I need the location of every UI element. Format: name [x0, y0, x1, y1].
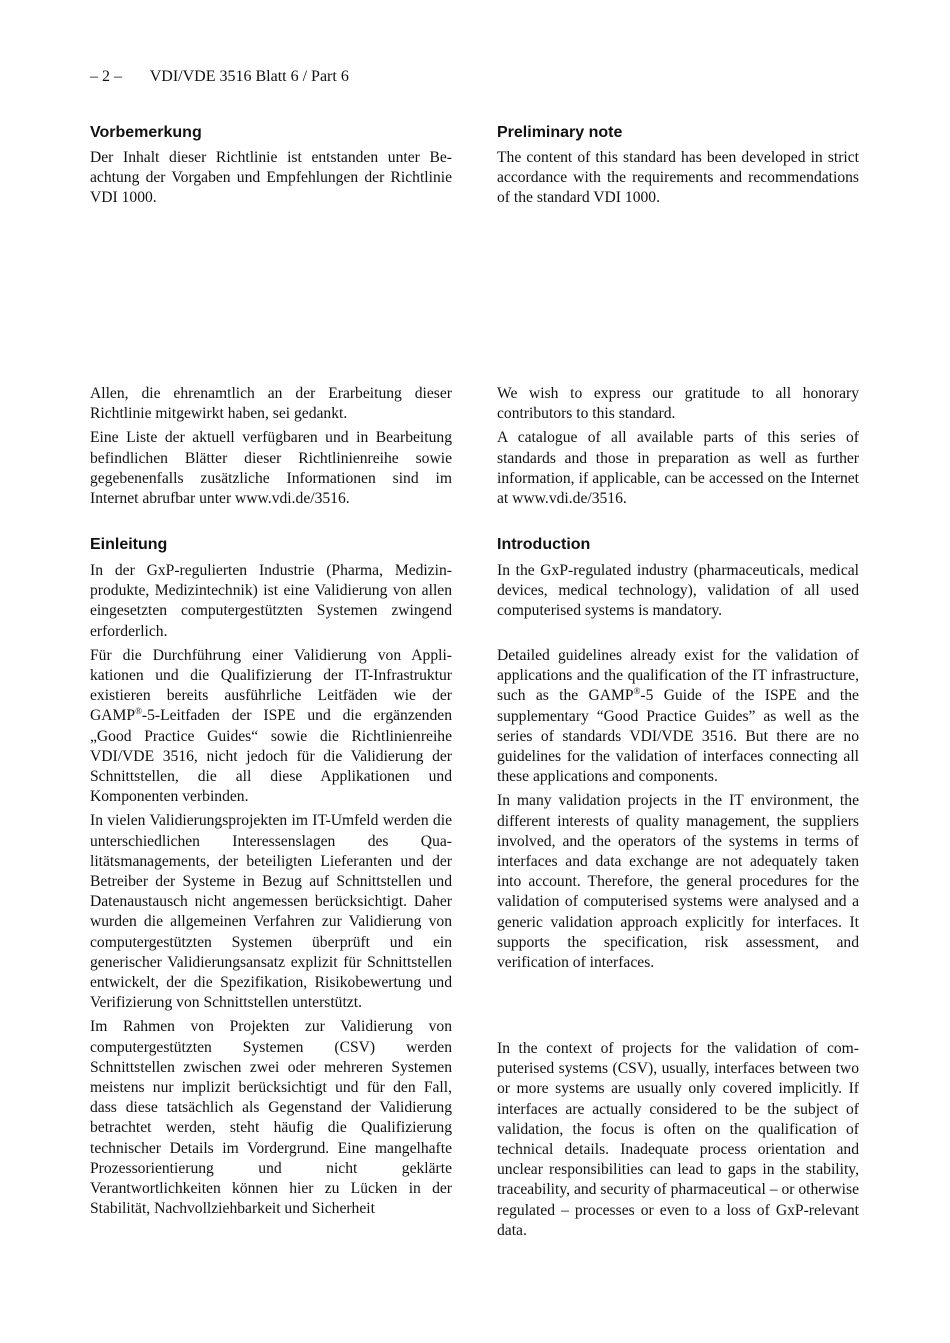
- english-intro-heading: Introduction: [497, 536, 591, 553]
- english-catalogue-paragraph: A catalogue of all available parts of this series of standards and those in preparation as well as further information, if applicable, can be accessed on the Internet at www.vdi.de/3516.: [497, 429, 859, 508]
- english-intro-paragraph-4: In the context of projects for the validation of computerised systems (CSV), usually, interfaces between two or more systems are usually only covered implicitly. If interfaces are actually considered to be the subject of validation, the focus is often on the qualification of technical details. Inadequate process orientation and unclear responsibilities can lead to gaps in the stability, traceability, and security of pharmaceutical – or otherwise regulated – processes or even to a loss of GxP-relevant data.: [497, 1040, 859, 1239]
- document-title: VDI/VDE 3516 Blatt 6 / Part 6: [149, 68, 349, 85]
- english-thanks-paragraph: We wish to express our gratitude to all honorary contributors to this standard.: [497, 385, 859, 423]
- german-intro-paragraph-4: Im Rahmen von Projekten zur Validierung von computergestützten Systemen (CSV) werden Schnittstellen zwischen zwei oder mehreren Systemen meistens nur implizit berücksichtigt und für den Fall, dass diese tatsächlich als Gegenstand der Validierung betrachtet werden, steht häufig die Qualifizierung technischer Details im Vordergrund. Eine mangelhafte Prozessorientierung und nicht geklärte Verantwortlichkeiten können hier zu Lücken in der Stabilität, Nachvollziehbarkeit und Sicherheit: [90, 1018, 452, 1218]
- page-number: – 2 –: [90, 68, 122, 85]
- english-preliminary-heading: Preliminary note: [497, 124, 623, 141]
- german-intro-paragraph-1: In der GxP-regulierten Industrie (Pharma, Medizinprodukte, Medizintechnik) ist eine Validierung von allen eingesetzten computergestützten Systemen zwingend erforderlich.: [90, 562, 452, 640]
- german-preliminary-section: [90, 121, 452, 209]
- registered-mark: ®: [135, 706, 142, 717]
- german-intro-paragraph-2-text-a: Für die Durchführung einer Validierung von Applikationen und die Qualifizierung der IT-Infrastruktur existieren bereits ausführliche Leitfäden wie der GAMP: [90, 646, 452, 725]
- german-intro-heading: Einleitung: [90, 536, 168, 553]
- english-preliminary-section: [497, 121, 859, 209]
- english-intro-section-3: [497, 1039, 859, 1241]
- german-intro-paragraph-2: [90, 646, 452, 808]
- english-preliminary-paragraph: The content of this standard has been developed in strict accordance with the requirements and recommendations of the standard VDI 1000.: [497, 149, 859, 207]
- english-intro-paragraph-2: [497, 646, 859, 787]
- registered-mark: ®: [633, 686, 641, 697]
- english-thanks-section: [497, 384, 859, 509]
- german-thanks-section: [90, 384, 452, 509]
- german-preliminary-paragraph: Der Inhalt dieser Richtlinie ist entstanden unter Beachtung der Vorgaben und Empfehlungen der Richtlinie VDI 1000.: [90, 149, 452, 207]
- english-intro-section-2: [497, 646, 859, 973]
- english-intro-paragraph-3: In many validation projects in the IT environment, the different interests of quality management, the suppliers involved, and the operators of the systems in terms of interfaces and data exchange are not adequately taken into account. Therefore, the general procedures for the validation of computerised systems were analysed and a generic validation approach explicitly for interfaces. It supports the specification, risk assessment, and verification of interfaces.: [497, 792, 859, 972]
- english-intro-paragraph-2-text-b: -5 Guide of the ISPE and the supplementary “Good Practice Guides” as well as the series of standards VDI/VDE 3516. But there are no guidelines for the validation of interfaces connecting all these applications and components.: [497, 687, 859, 786]
- german-intro-section: [90, 533, 452, 1220]
- german-intro-paragraph-3: In vielen Validierungsprojekten im IT-Umfeld werden die unterschiedlichen Interessenslagen des Qualitätsmanagements, der beteiligten Lieferanten und der Betreiber der Systeme in Bezug auf Schnittstellen und Datenaustausch nicht angemessen berücksichtigt. Daher wurden die allgemeinen Verfahren zur Validierung von computergestützten Systemen überprüft und ein generischer Validierungsansatz explizit für Schnittstellen entwickelt, der die Spezifikation, Risikobewertung und Verifizierung von Schnittstellen unterstützt.: [90, 812, 452, 1012]
- german-intro-paragraph-2-text-b: -5-Leitfaden der ISPE und die ergänzenden „Good Practice Guides“ sowie die Richtlinienreihe VDI/VDE 3516, nicht jedoch für die Validierung der Schnittstellen, die all diese Applikationen und Komponenten verbinden.: [90, 707, 452, 806]
- english-intro-paragraph-1: In the GxP-regulated industry (pharmaceuticals, medical devices, medical technology), validation of all used computerised systems is mandatory.: [497, 562, 859, 620]
- page-header: [90, 68, 349, 86]
- english-intro-paragraph-2-text-a: Detailed guidelines already exist for the validation of applications and the qualification of the IT infrastructure, such as the GAMP: [497, 647, 859, 705]
- english-intro-section: [497, 533, 859, 622]
- german-preliminary-heading: Vorbemerkung: [90, 124, 202, 141]
- german-catalogue-paragraph: Eine Liste der aktuell verfügbaren und in Bearbeitung befindlichen Blätter dieser Richtlinienreihe sowie gegebenenfalls zusätzliche Informationen sind im Internet abrufbar unter www.vdi.de/3516.: [90, 429, 452, 508]
- german-thanks-paragraph: Allen, die ehrenamtlich an der Erarbeitung dieser Richtlinie mitgewirkt haben, sei gedankt.: [90, 385, 452, 423]
